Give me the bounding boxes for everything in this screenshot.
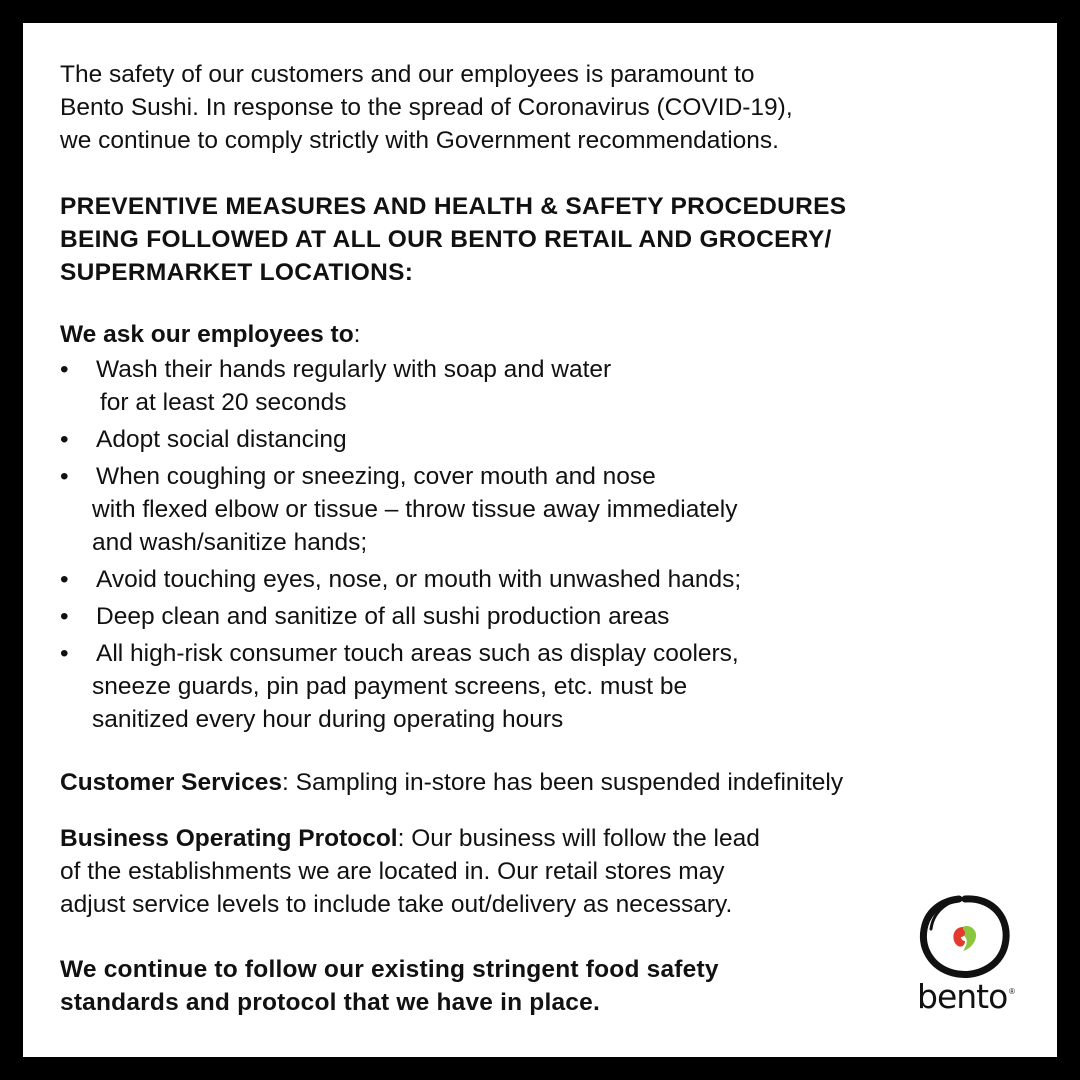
- list-item: [60, 600, 1020, 633]
- list-item: [60, 637, 1020, 736]
- list-item: [60, 460, 1020, 559]
- bullet-icon: •: [60, 566, 69, 593]
- bullet-icon: •: [60, 603, 69, 630]
- list-item-line: Avoid touching eyes, nose, or mouth with unwashed hands;: [96, 566, 742, 593]
- heading-line: BEING FOLLOWED AT ALL OUR BENTO RETAIL AND GROCERY/: [60, 226, 832, 253]
- registered-mark: ®: [1009, 987, 1015, 996]
- list-item-line: sneeze guards, pin pad payment screens, etc. must be: [92, 673, 688, 700]
- closing-statement: [60, 953, 1020, 1019]
- business-protocol-paragraph: [60, 822, 1020, 921]
- list-item: [60, 563, 1020, 596]
- business-protocol-line: adjust service levels to include take out/delivery as necessary.: [60, 891, 733, 918]
- notice-card: [23, 23, 1057, 1057]
- bullet-icon: •: [60, 426, 69, 453]
- heading-line: PREVENTIVE MEASURES AND HEALTH & SAFETY PROCEDURES: [60, 193, 847, 220]
- customer-services-label: Customer Services: [60, 769, 282, 796]
- measures-heading: [60, 190, 1020, 289]
- employees-label-line: [60, 318, 1020, 351]
- closing-line: We continue to follow our existing stringent food safety: [60, 956, 719, 983]
- business-protocol-label: Business Operating Protocol: [60, 825, 398, 852]
- employee-measures-list: [60, 353, 1020, 736]
- intro-line: we continue to comply strictly with Government recommendations.: [60, 127, 779, 154]
- list-item-line: and wash/sanitize hands;: [92, 529, 368, 556]
- list-item-line: Deep clean and sanitize of all sushi production areas: [96, 603, 670, 630]
- business-protocol-line: of the establishments we are located in. Our retail stores may: [60, 858, 725, 885]
- list-item: [60, 423, 1020, 456]
- business-protocol-text: : Our business will follow the lead: [397, 825, 760, 852]
- bullet-icon: •: [60, 640, 69, 667]
- list-item: [60, 353, 1020, 419]
- employees-label-colon: :: [353, 321, 361, 348]
- list-item-line: with flexed elbow or tissue – throw tissue away immediately: [92, 496, 738, 523]
- list-item-line: for at least 20 seconds: [100, 389, 347, 416]
- notice-content: [60, 58, 1020, 1019]
- intro-paragraph: [60, 58, 1020, 157]
- list-item-line: sanitized every hour during operating hours: [92, 706, 564, 733]
- bullet-icon: •: [60, 463, 69, 490]
- closing-line: standards and protocol that we have in place.: [60, 989, 600, 1016]
- employees-label: We ask our employees to: [60, 321, 354, 348]
- list-item-line: Adopt social distancing: [96, 426, 347, 453]
- customer-services-text: : Sampling in-store has been suspended indefinitely: [281, 769, 844, 796]
- list-item-line: All high-risk consumer touch areas such as display coolers,: [96, 640, 739, 667]
- bento-logo: [915, 891, 1025, 1021]
- intro-line: Bento Sushi. In response to the spread of Coronavirus (COVID-19),: [60, 94, 793, 121]
- business-protocol-first-line: [60, 822, 1020, 855]
- list-item-line: When coughing or sneezing, cover mouth and nose: [96, 463, 656, 490]
- bullet-icon: •: [60, 356, 69, 383]
- list-item-line: Wash their hands regularly with soap and water: [96, 356, 612, 383]
- heading-line: SUPERMARKET LOCATIONS:: [60, 259, 414, 286]
- bento-logo-mark-icon: [915, 891, 1015, 981]
- bento-wordmark: bento: [917, 977, 1008, 1016]
- customer-services-paragraph: [60, 766, 1020, 799]
- intro-line: The safety of our customers and our employees is paramount to: [60, 61, 755, 88]
